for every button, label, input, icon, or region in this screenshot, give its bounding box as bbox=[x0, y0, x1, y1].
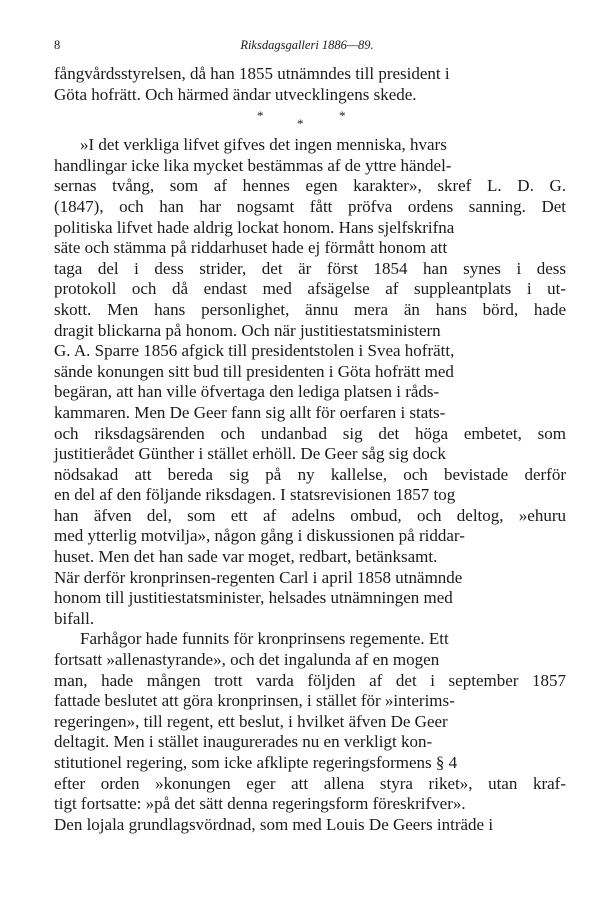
text-line: »I det verkliga lifvet gifves det ingen menniska, hvars bbox=[80, 135, 447, 155]
asterisk: * bbox=[297, 116, 304, 132]
text-line: stitutionel regering, som icke afklipte regeringsformens § 4 bbox=[54, 753, 458, 772]
body-text bbox=[54, 64, 566, 835]
text-line: och riksdagsärenden och undanbad sig det höga embetet, som bbox=[54, 423, 566, 443]
paragraph-3 bbox=[54, 629, 566, 835]
text-line: Den lojala grundlagsvördnad, som med Louis De Geers inträde i bbox=[54, 814, 494, 834]
text-line: sernas tvång, som af hennes egen karakter», skref L. D. G. bbox=[54, 176, 566, 196]
paragraph-2 bbox=[54, 135, 566, 629]
text-line: dragit blickarna på honom. Och när justitiestatsministern bbox=[54, 320, 441, 340]
text-line: Farhågor hade funnits för kronprinsens regemente. Ett bbox=[80, 629, 449, 649]
text-line: taga del i dess strider, det är först 1854 han synes i dess bbox=[54, 258, 566, 278]
text-line: När derför kronprinsen-regenten Carl i april 1858 utnämnde bbox=[54, 567, 463, 587]
text-line: regeringen», till regent, ett beslut, i hvilket äfven De Geer bbox=[54, 711, 448, 731]
paragraph-1 bbox=[54, 64, 566, 105]
text-line: begäran, att han ville öfvertaga den lediga platsen i råds- bbox=[54, 382, 440, 402]
text-line: (1847), och han har nogsamt fått pröfva ordens sanning. Det bbox=[54, 196, 566, 216]
text-line: efter orden »konungen eger att allena styra riket», utan kraf- bbox=[54, 773, 566, 793]
text-line: nödsakad att bereda sig på ny kallelse, och bevistade derför bbox=[54, 464, 566, 484]
text-line: politiska lifvet hade aldrig lockat honom. Hans sjelfskrifna bbox=[54, 217, 455, 237]
text-line: fortsatt »allenastyrande», och det ingalunda af en mogen bbox=[54, 650, 440, 670]
text-line: man, hade mången trott varda följden af det i september 1857 bbox=[54, 670, 566, 690]
text-line: säte och stämma på riddarhuset hade ej förmått honom att bbox=[54, 238, 448, 258]
text-line: Göta hofrätt. Och härmed ändar utvecklingens skede. bbox=[54, 84, 417, 104]
text-line: fångvårdsstyrelsen, då han 1855 utnämndes till president i bbox=[54, 64, 450, 83]
text-line: sände konungen sitt bud till presidenten i Göta hofrätt med bbox=[54, 361, 454, 381]
page-header bbox=[54, 38, 560, 58]
text-line: kammaren. Men De Geer fann sig allt för oerfaren i stats- bbox=[54, 402, 446, 422]
text-line: han äfven del, som ett af adelns ombud, och deltog, »ehuru bbox=[54, 505, 566, 525]
text-line: protokoll och då endast med afsägelse af suppleantplats i ut- bbox=[54, 279, 566, 299]
section-separator bbox=[54, 105, 566, 135]
text-line: skott. Men hans personlighet, ännu mera än hans börd, hade bbox=[54, 299, 566, 319]
text-line: deltagit. Men i stället inaugurerades nu en verkligt kon- bbox=[54, 732, 433, 752]
text-line: handlingar icke lika mycket bestämmas af de yttre händel- bbox=[54, 155, 452, 175]
text-line: med ytterlig motvilja», någon gång i diskussionen på riddar- bbox=[54, 526, 465, 546]
text-line: honom till justitiestatsminister, helsades utnämningen med bbox=[54, 588, 453, 608]
running-title: Riksdagsgalleri 1886—89. bbox=[240, 38, 374, 52]
text-line: huset. Men det han sade var moget, redbart, betänksamt. bbox=[54, 547, 438, 567]
text-line: en del af den följande riksdagen. I statsrevisionen 1857 tog bbox=[54, 485, 456, 505]
text-line: bifall. bbox=[54, 608, 95, 628]
text-line: tigt fortsatte: »på det sätt denna regeringsform föreskrifver». bbox=[54, 794, 466, 814]
asterisk: * bbox=[339, 108, 346, 124]
text-line: G. A. Sparre 1856 afgick till presidentstolen i Svea hofrätt, bbox=[54, 341, 455, 361]
page-number: 8 bbox=[54, 38, 61, 52]
text-line: fattade beslutet att göra kronprinsen, i stället för »interims- bbox=[54, 691, 455, 711]
text-line: justitierådet Günther i stället erhöll. De Geer såg sig dock bbox=[54, 444, 446, 464]
asterisk: * bbox=[257, 108, 264, 124]
